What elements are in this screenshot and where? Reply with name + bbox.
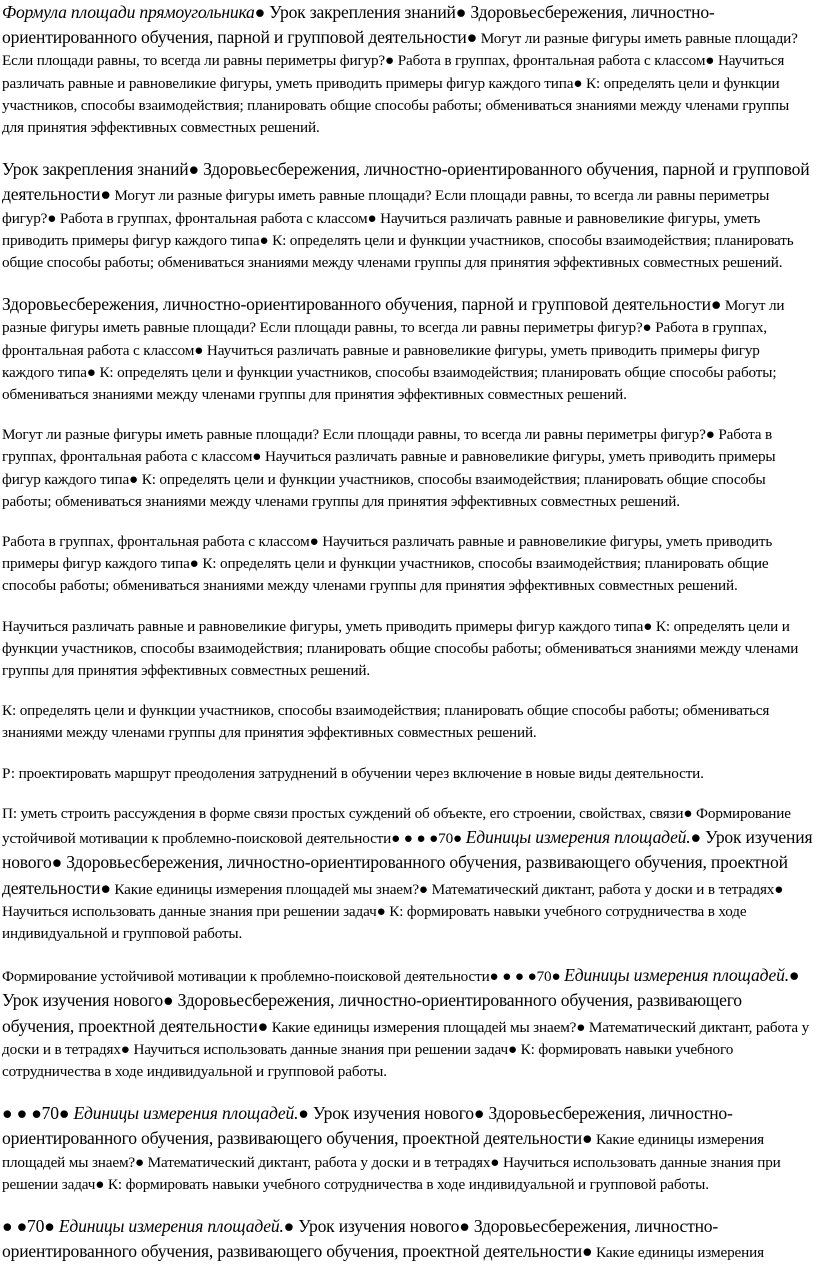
lesson-title: Единицы измерения площадей. xyxy=(73,1103,299,1124)
lesson-title: Единицы измерения площадей. xyxy=(465,827,691,848)
paragraph xyxy=(2,700,814,744)
lesson-details: П: уметь строить рассуждения в форме связи простых суждений об объекте, его строении, свойствах, связи● Формирование устойчивой мотивации к проблемно-поисковой деятельности● ● ● ●70● xyxy=(2,804,791,848)
lesson-summary: ● ●70● xyxy=(2,1215,59,1236)
paragraph xyxy=(2,531,814,598)
lesson-details: Могут ли разные фигуры иметь равные площади? Если площади равны, то всегда ли равны периметры фигур?● Работа в группах, фронтальная работа с классом● Научиться различать равные и равновеликие фигуры, уметь приводить примеры фигур каждого типа● К: определять цели и функции участников, способы взаимодействия; планировать общие способы работы; обмениваться знаниями между членами группы для принятия эффективных совместных решений. xyxy=(2,187,794,272)
lesson-summary: ● Урок изучения нового● Здоровьесбережения, личностно-ориентированного обучения, развивающего обучения, проектной деятельности● xyxy=(2,965,800,1036)
lesson-summary: ● Урок изучения нового● Здоровьесбережения, личностно-ориентированного обучения, развивающего обучения, проектной деятельности● xyxy=(2,1103,733,1149)
lesson-summary: ● Урок изучения нового● Здоровьесбережения, личностно-ориентированного обучения, развивающего обучения, проектной деятельности● xyxy=(2,1215,719,1262)
lesson-title: Единицы измерения площадей. xyxy=(564,965,789,986)
lesson-summary: Урок закрепления знаний● Здоровьесбережения, личностно-ориентированного обучения, парной и групповой деятельности● xyxy=(2,159,810,205)
paragraph xyxy=(2,803,814,945)
paragraph xyxy=(2,157,814,274)
lesson-summary: ● Урок закрепления знаний● Здоровьесбережения, личностно-ориентированного обучения, парной и групповой деятельности● xyxy=(2,2,715,48)
paragraph xyxy=(2,1214,814,1264)
lesson-details: Работа в группах, фронтальная работа с классом● Научиться различать равные и равновеликие фигуры, уметь приводить примеры фигур каждого типа● К: определять цели и функции участников, способы взаимодействия; планировать общие способы работы; обмениваться знаниями между членами группы для принятия эффективных совместных решений. xyxy=(2,533,773,595)
paragraph xyxy=(2,963,814,1083)
lesson-details: К: определять цели и функции участников, способы взаимодействия; планировать общие способы работы; обмениваться знаниями между членами группы для принятия эффективных совместных решений. xyxy=(2,702,770,742)
lesson-summary: ● ● ●70● xyxy=(2,1103,74,1124)
lesson-details: Какие единицы измерения площадей мы знаем?● Математический диктант, работа у доски и в тетрадях● Научиться использовать данные знания при решении задач● К: формировать навыки учебного сотрудничества в ходе индивидуальной и групповой работы. xyxy=(2,880,784,942)
paragraph xyxy=(2,1101,814,1196)
paragraph xyxy=(2,424,814,513)
lesson-details: Могут ли разные фигуры иметь равные площади? Если площади равны, то всегда ли равны периметры фигур?● Работа в группах, фронтальная работа с классом● Научиться различать равные и равновеликие фигуры, уметь приводить примеры фигур каждого типа● К: определять цели и функции участников, способы взаимодействия; планировать общие способы работы; обмениваться знаниями между членами группы для принятия эффективных совместных решений. xyxy=(2,426,776,510)
lesson-details: Формирование устойчивой мотивации к проблемно-поисковой деятельности● ● ● ●70● xyxy=(2,968,565,986)
lesson-title: Единицы измерения площадей. xyxy=(58,1215,284,1236)
lesson-details: Р: проектировать маршрут преодоления затруднений в обучении через включение в новые виды деятельности. xyxy=(2,764,704,782)
lesson-title: Формула площади прямоугольника xyxy=(2,2,255,22)
paragraph xyxy=(2,0,814,139)
paragraph xyxy=(2,616,814,683)
lesson-details: Могут ли разные фигуры иметь равные площади? Если площади равны, то всегда ли равны периметры фигур?● Работа в группах, фронтальная работа с классом● Научиться различать равные и равновеликие фигуры, уметь приводить примеры фигур каждого типа● К: определять цели и функции участников, способы взаимодействия; планировать общие способы работы; обмениваться знаниями между членами группы для принятия эффективных совместных решений. xyxy=(2,297,785,404)
lesson-details: Научиться различать равные и равновеликие фигуры, уметь приводить примеры фигур каждого типа● К: определять цели и функции участников, способы взаимодействия; планировать общие способы работы; обмениваться знаниями между членами группы для принятия эффективных совместных решений. xyxy=(2,617,799,680)
lesson-details: Могут ли разные фигуры иметь равные площади? Если площади равны, то всегда ли равны периметры фигур?● Работа в группах, фронтальная работа с классом● Научиться различать равные и равновеликие фигуры, уметь приводить примеры фигур каждого типа● К: определять цели и функции участников, способы взаимодействия; планировать общие способы работы; обмениваться знаниями между членами группы для принятия эффективных совместных решений. xyxy=(2,30,798,137)
lesson-details: Какие единицы измерения площадей мы знаем?● Математический диктант, работа у доски и в тетрадях● Научиться использовать данные знания при решении задач● К: формировать навыки учебного сотрудничества в ходе индивидуальной и групповой работы. xyxy=(2,1131,781,1193)
lesson-summary: Здоровьесбережения, личностно-ориентированного обучения, парной и групповой деятельности● xyxy=(2,294,722,315)
paragraph xyxy=(2,292,814,406)
lesson-summary: ● Урок изучения нового● Здоровьесбережения, личностно-ориентированного обучения, развивающего обучения, проектной деятельности● xyxy=(2,827,813,898)
lesson-details: Какие единицы измерения площадей мы знаем?● Математический диктант, работа у доски и в тетрадях● Научиться использовать данные знания при решении задач● К: формировать навыки учебного сотрудничества в ходе индивидуальной и групповой работы. xyxy=(2,1018,810,1080)
paragraph xyxy=(2,763,814,785)
lesson-details: Какие единицы измерения xyxy=(592,1244,764,1262)
